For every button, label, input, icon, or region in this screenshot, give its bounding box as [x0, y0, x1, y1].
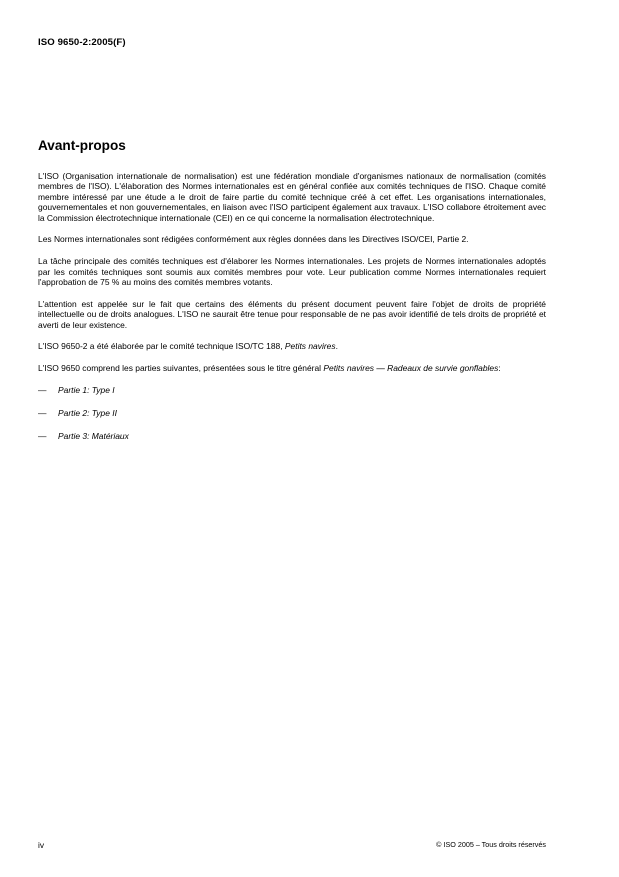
- prepared-by-committee-title: Petits navires: [284, 341, 336, 352]
- list-item: [38, 408, 546, 418]
- prepared-by-end: .: [335, 341, 338, 352]
- part-2-title: Partie 2: Type II: [58, 408, 117, 419]
- document-id-header: ISO 9650-2:2005(F): [38, 37, 126, 48]
- list-item: [38, 431, 546, 441]
- list-item: [38, 385, 546, 395]
- paragraph-technical-committees: La tâche principale des comités techniques est d'élaborer les Normes internationales. Les projets de Normes internationales adoptés par les comités techniques sont soumis aux comités membres pour vote. Leur publication comme Normes internationales requiert l'approbation de 75 % au moins des comités membres votants.: [38, 256, 546, 288]
- paragraph-prepared-by: [38, 341, 546, 351]
- parts-general-title: Petits navires — Radeaux de survie gonflables: [323, 363, 499, 374]
- paragraph-parts-intro: [38, 363, 546, 373]
- parts-intro-end: :: [498, 363, 501, 374]
- list-dash: —: [38, 431, 47, 442]
- paragraph-directives: Les Normes internationales sont rédigées conformément aux règles données dans les Directives ISO/CEI, Partie 2.: [38, 234, 469, 245]
- parts-intro-text: L'ISO 9650 comprend les parties suivantes, présentées sous le titre général: [38, 363, 324, 374]
- prepared-by-text: L'ISO 9650-2 a été élaborée par le comité technique ISO/TC 188,: [38, 341, 285, 352]
- part-1-title: Partie 1: Type I: [58, 385, 115, 396]
- paragraph-iso-organisation: L'ISO (Organisation internationale de normalisation) est une fédération mondiale d'organismes nationaux de normalisation (comités membres de l'ISO). L'élaboration des Normes internationales est en général confiée aux comités techniques de l'ISO. Chaque comité membre intéressé par une étude a le droit de faire partie du comité technique créé à cet effet. Les organisations internationales, gouvernementales et non gouvernementales, en liaison avec l'ISO participent également aux travaux. L'ISO collabore étroitement avec la Commission électrotechnique internationale (CEI) en ce qui concerne la normalisation électrotechnique.: [38, 171, 546, 223]
- section-title: Avant-propos: [38, 138, 126, 153]
- list-dash: —: [38, 385, 47, 396]
- paragraph-patent-rights: L'attention est appelée sur le fait que certains des éléments du présent document peuvent faire l'objet de droits de propriété intellectuelle ou de droits analogues. L'ISO ne saurait être tenue pour responsable de ne pas avoir identifié de tels droits de propriété et averti de leur existence.: [38, 298, 546, 330]
- part-3-title: Partie 3: Matériaux: [58, 431, 129, 442]
- page-number: iv: [38, 840, 45, 850]
- foreword-body: [38, 171, 546, 454]
- copyright-notice: © ISO 2005 – Tous droits réservés: [436, 840, 546, 849]
- list-dash: —: [38, 408, 47, 419]
